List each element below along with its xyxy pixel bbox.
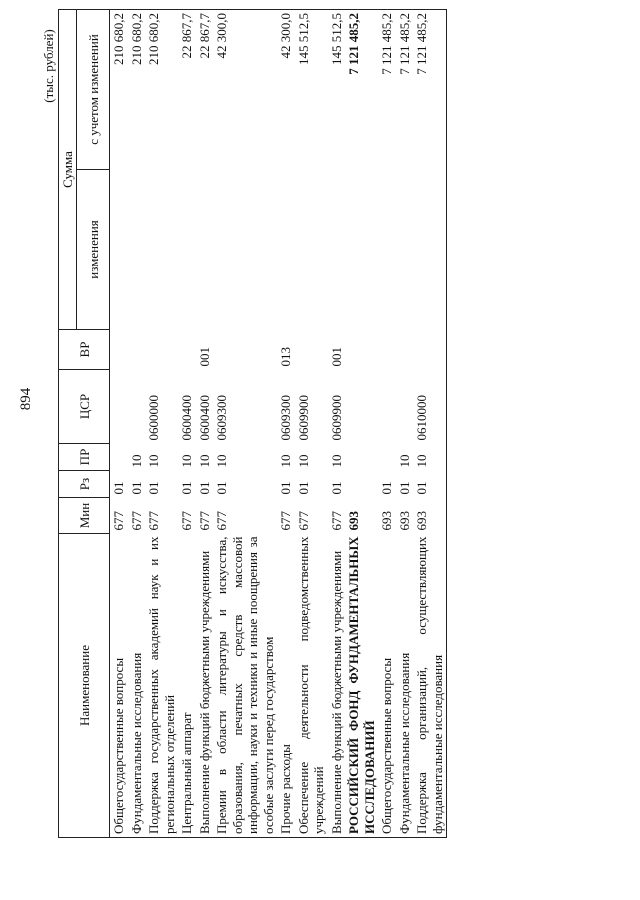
table-header (59, 10, 110, 838)
row-name: Выполнение функций бюджетными учреждениями (328, 534, 346, 838)
row-csr: 0609900 (328, 395, 344, 441)
row-csr (128, 370, 146, 444)
row-rz: 01 (128, 481, 144, 495)
row-name: Общегосударственные вопросы (110, 534, 128, 838)
table-body (110, 10, 447, 838)
table-row (178, 10, 196, 838)
row-pr: 10 (328, 454, 344, 468)
row-changes (277, 170, 295, 330)
row-rz: 01 (196, 481, 212, 495)
row-pr: 10 (278, 454, 293, 468)
row-rz: 01 (214, 481, 229, 495)
row-with-changes: 210 680,2 (145, 10, 178, 170)
row-csr (396, 370, 414, 444)
table-row (213, 10, 277, 838)
row-pr: 10 (413, 444, 447, 471)
row-name: Поддержка государственных академий наук и их региональных отделений (145, 534, 178, 838)
col-header-min: Мин (59, 498, 110, 534)
row-vr (378, 330, 396, 370)
row-name: Поддержка организаций, осуществляющих фундаментальные исследования (413, 534, 447, 838)
row-with-changes: 145 512,5 (295, 10, 328, 170)
row-csr: 0600400 (196, 395, 212, 441)
row-changes (396, 170, 414, 330)
row-vr: 001 (328, 347, 344, 367)
table-row (295, 10, 328, 838)
table-row (145, 10, 178, 838)
row-vr (110, 330, 128, 370)
table-row (345, 10, 378, 838)
col-header-sum: Сумма (59, 10, 77, 330)
table-row (328, 10, 346, 838)
table-row (128, 10, 146, 838)
row-vr (128, 330, 146, 370)
row-rz: 01 (278, 481, 293, 495)
row-min: 677 (295, 511, 311, 531)
row-name: Прочие расходы (277, 534, 295, 838)
row-changes (128, 170, 146, 330)
table-row (413, 10, 447, 838)
row-changes (295, 170, 328, 330)
row-pr (110, 444, 128, 471)
row-rz: 01 (295, 481, 311, 495)
row-vr (295, 330, 328, 370)
row-min: 693 (413, 498, 447, 534)
row-pr: 10 (128, 454, 144, 468)
row-name: Общегосударственные вопросы (378, 534, 396, 838)
row-csr: 0609900 (295, 395, 311, 441)
row-name: РОССИЙСКИЙ ФОНД ФУНДАМЕНТАЛЬНЫХ ИССЛЕДОВАНИЙ (345, 534, 378, 838)
row-min: 677 (328, 511, 344, 531)
row-with-changes: 42 300,0 (213, 10, 277, 170)
table-row (196, 10, 214, 838)
row-min: 677 (111, 511, 126, 531)
row-with-changes: 22 867,7 (196, 10, 214, 170)
row-with-changes: 22 867,7 (178, 10, 196, 170)
row-pr (378, 444, 396, 471)
table-row (277, 10, 295, 838)
row-csr: 0610000 (413, 370, 447, 444)
row-vr: 013 (278, 347, 293, 367)
row-csr (110, 370, 128, 444)
row-with-changes: 145 512,5 (328, 10, 346, 170)
col-header-with-changes: с учетом изменений (77, 10, 110, 170)
row-pr: 10 (214, 454, 229, 468)
row-rz: 01 (413, 471, 447, 498)
row-changes (178, 170, 196, 330)
row-csr: 0600400 (179, 395, 194, 441)
page-number: 894 (18, 387, 34, 411)
row-pr: 10 (295, 454, 311, 468)
col-header-csr: ЦСР (59, 370, 110, 444)
row-pr (345, 444, 378, 471)
row-with-changes: 7 121 485,2 (345, 10, 378, 170)
table-row (396, 10, 414, 838)
row-min: 677 (146, 511, 161, 531)
row-csr (345, 370, 378, 444)
row-name: Центральный аппарат (178, 534, 196, 838)
row-min: 677 (128, 511, 144, 531)
row-min: 677 (179, 511, 194, 531)
row-rz: 01 (179, 481, 194, 495)
units-label: (тыс. рублей) (41, 29, 56, 103)
row-csr: 0609300 (214, 395, 229, 441)
row-csr (378, 370, 396, 444)
row-min: 677 (214, 511, 229, 531)
budget-table (58, 9, 447, 838)
row-changes (413, 170, 447, 330)
row-changes (345, 170, 378, 330)
row-name: Фундаментальные исследования (396, 534, 414, 838)
row-pr: 10 (196, 454, 212, 468)
row-rz: 01 (396, 481, 412, 495)
row-min: 693 (396, 511, 412, 531)
row-changes (110, 170, 128, 330)
row-pr: 10 (179, 454, 194, 468)
row-csr: 0600000 (146, 395, 161, 441)
row-vr (145, 330, 178, 370)
row-name: Выполнение функций бюджетными учреждениями (196, 534, 214, 838)
row-changes (328, 170, 346, 330)
row-changes (378, 170, 396, 330)
col-header-changes: изменения (77, 170, 110, 330)
row-vr (345, 330, 378, 370)
row-with-changes: 210 680,2 (128, 10, 146, 170)
row-with-changes: 7 121 485,2 (413, 10, 447, 170)
table-row (110, 10, 128, 838)
row-with-changes: 42 300,0 (277, 10, 295, 170)
row-vr (396, 330, 414, 370)
row-with-changes: 7 121 485,2 (396, 10, 414, 170)
row-changes (196, 170, 214, 330)
col-header-name: Наименование (59, 534, 110, 838)
col-header-vr: ВР (59, 330, 110, 370)
row-rz: 01 (328, 481, 344, 495)
row-changes (213, 170, 277, 330)
row-rz (345, 471, 378, 498)
row-min: 677 (278, 511, 293, 531)
row-name: Премии в области литературы и искусства, образования, печатных средств массовой информации, науки и техники и иные поощрения за особые заслуги перед государством (213, 534, 277, 838)
row-with-changes: 7 121 485,2 (378, 10, 396, 170)
row-rz: 01 (146, 481, 161, 495)
col-header-rz: Рз (59, 471, 110, 498)
row-vr (178, 330, 196, 370)
row-name: Обеспечение деятельности подведомственных учреждений (295, 534, 328, 838)
row-vr (213, 330, 277, 370)
col-header-pr: ПР (59, 444, 110, 471)
row-min: 693 (346, 511, 361, 531)
row-min: 693 (379, 511, 394, 531)
row-changes (145, 170, 178, 330)
table-row (378, 10, 396, 838)
row-pr: 10 (146, 454, 161, 468)
row-vr: 001 (196, 347, 212, 367)
row-with-changes: 210 680,2 (110, 10, 128, 170)
row-vr (413, 330, 447, 370)
row-min: 677 (196, 511, 212, 531)
row-rz: 01 (379, 481, 394, 495)
row-pr: 10 (396, 454, 412, 468)
row-name: Фундаментальные исследования (128, 534, 146, 838)
row-rz: 01 (111, 481, 126, 495)
row-csr: 0609300 (278, 395, 293, 441)
